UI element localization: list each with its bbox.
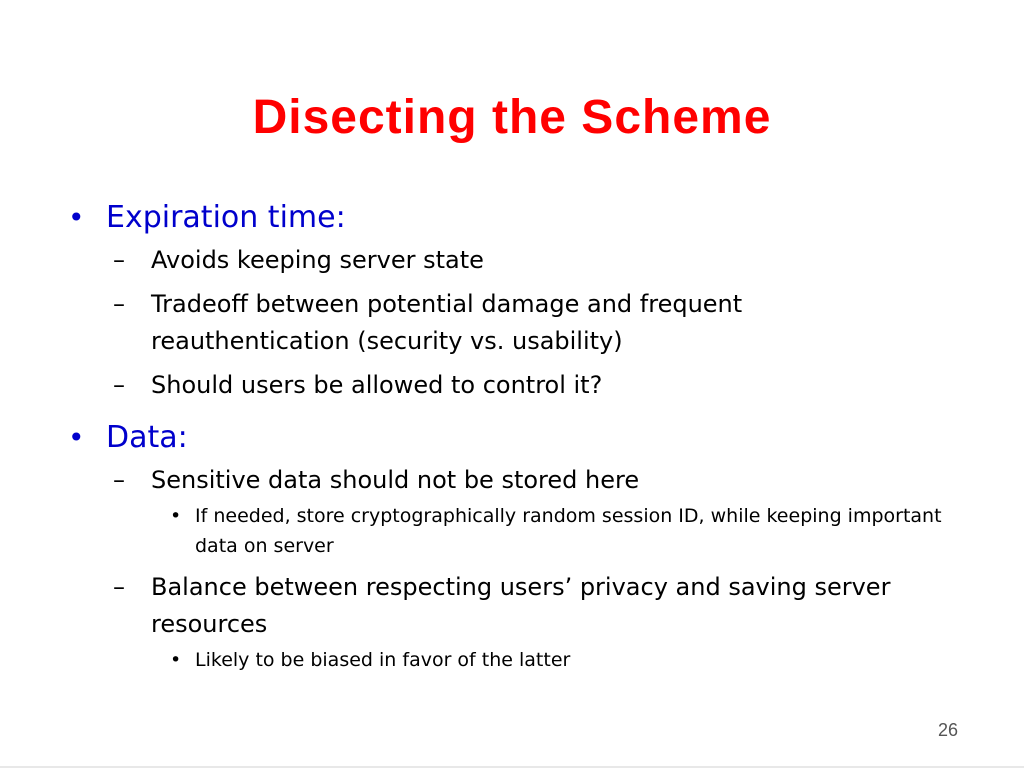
sub-bullet-marker: – bbox=[113, 466, 125, 494]
slide-body bbox=[68, 196, 948, 683]
sub-bullet bbox=[113, 462, 948, 499]
page-number: 26 bbox=[937, 720, 958, 740]
sub-sub-bullet-text: If needed, store cryptographically random session ID, while keeping important data on server bbox=[195, 505, 942, 557]
bullet-marker: • bbox=[68, 421, 85, 454]
sub-bullet bbox=[113, 367, 948, 404]
sub-sub-bullet-text: Likely to be biased in favor of the latter bbox=[195, 649, 571, 671]
bullet-text: Data: bbox=[106, 420, 188, 455]
sub-sub-bullet-marker: • bbox=[170, 649, 182, 671]
sub-bullet bbox=[113, 286, 948, 360]
sub-bullet-text: Should users be allowed to control it? bbox=[151, 371, 603, 399]
sub-bullet-marker: – bbox=[113, 290, 125, 318]
sub-bullet bbox=[113, 569, 948, 643]
sub-bullet-text: Sensitive data should not be stored here bbox=[151, 466, 640, 494]
bullet-marker: • bbox=[68, 201, 85, 234]
bullet-expiration-time bbox=[68, 196, 948, 240]
sub-bullet-text: Tradeoff between potential damage and frequent reauthentication (security vs. usability) bbox=[151, 290, 743, 355]
sub-bullet-marker: – bbox=[113, 246, 125, 274]
sub-sub-bullet-marker: • bbox=[170, 505, 182, 527]
bullet-data bbox=[68, 416, 948, 460]
sub-bullet-marker: – bbox=[113, 573, 125, 601]
sub-bullet-marker: – bbox=[113, 371, 125, 399]
sub-bullet-text: Balance between respecting users’ privacy and saving server resources bbox=[151, 573, 891, 638]
sub-bullet-text: Avoids keeping server state bbox=[151, 246, 484, 274]
sub-sub-bullet bbox=[170, 501, 948, 561]
sub-bullet bbox=[113, 242, 948, 279]
sub-sub-bullet bbox=[170, 645, 948, 675]
bullet-text: Expiration time: bbox=[106, 200, 346, 235]
slide-title: Disecting the Scheme bbox=[252, 91, 772, 144]
